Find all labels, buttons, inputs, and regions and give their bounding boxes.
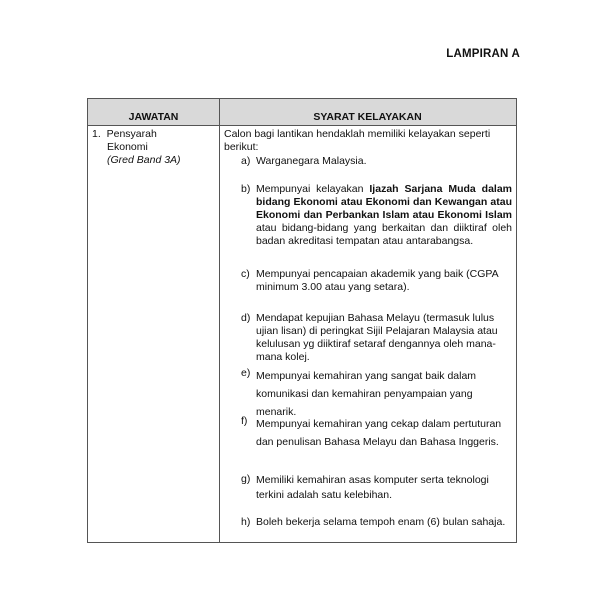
position-number: 1.	[92, 128, 101, 140]
requirement-item	[224, 516, 512, 529]
position-title-line2: Ekonomi	[107, 141, 148, 153]
header-position: JAWATAN	[128, 111, 179, 123]
requirements-table	[87, 98, 517, 543]
item-text-before: Mempunyai kelayakan	[256, 183, 370, 195]
item-label: e)	[241, 367, 251, 379]
item-text: Mempunyai kemahiran yang cekap dalam pertuturan dan penulisan Bahasa Melayu dan Bahasa Inggeris.	[256, 418, 502, 448]
requirements-intro: Calon bagi lantikan hendaklah memiliki kelayakan seperti berikut:	[224, 128, 491, 153]
item-text: Boleh bekerja selama tempoh enam (6) bulan sahaja.	[256, 516, 506, 528]
item-text-after: atau bidang-bidang yang berkaitan dan diiktiraf oleh badan akreditasi tempatan atau antarabangsa.	[256, 222, 512, 247]
item-text-bold: Ijazah Sarjana Muda dalam bidang Ekonomi atau Ekonomi dan Kewangan atau Ekonomi dan Perbankan Islam atau Ekonomi Islam	[256, 183, 513, 221]
requirement-item	[224, 312, 512, 364]
column-divider	[219, 99, 220, 542]
item-text	[256, 183, 512, 248]
requirement-item	[224, 367, 512, 421]
item-text: Memiliki kemahiran asas komputer serta teknologi terkini adalah satu kelebihan.	[256, 474, 489, 501]
header-requirements: SYARAT KELAYAKAN	[313, 111, 422, 123]
requirement-item	[224, 473, 512, 503]
item-text: Warganegara Malaysia.	[256, 155, 367, 167]
table-header	[88, 99, 516, 126]
position-grade: (Gred Band 3A)	[107, 154, 181, 166]
requirement-item	[224, 155, 512, 168]
position-title-line1: Pensyarah	[106, 128, 157, 140]
item-label: f)	[241, 415, 248, 427]
requirements-cell	[224, 128, 513, 528]
item-label: g)	[241, 473, 251, 485]
item-label: a)	[241, 155, 251, 167]
item-label: d)	[241, 312, 251, 324]
requirement-item	[224, 268, 512, 294]
position-cell	[92, 128, 181, 167]
item-label: b)	[241, 183, 251, 195]
item-text: Mendapat kepujian Bahasa Melayu (termasuk lulus ujian lisan) di peringkat Sijil Pelajaran Malaysia atau kelulusan yg diiktiraf setaraf dengannya oleh mana-mana kolej.	[256, 312, 498, 363]
requirement-item	[224, 183, 512, 248]
item-text: Mempunyai kemahiran yang sangat baik dalam komunikasi dan kemahiran penyampaian yang menarik.	[256, 370, 477, 418]
requirement-item	[224, 415, 512, 451]
attachment-label: LAMPIRAN A	[446, 48, 520, 60]
item-label: c)	[241, 268, 250, 280]
item-label: h)	[241, 516, 251, 528]
item-text: Mempunyai pencapaian akademik yang baik (CGPA minimum 3.00 atau yang setara).	[256, 268, 499, 293]
